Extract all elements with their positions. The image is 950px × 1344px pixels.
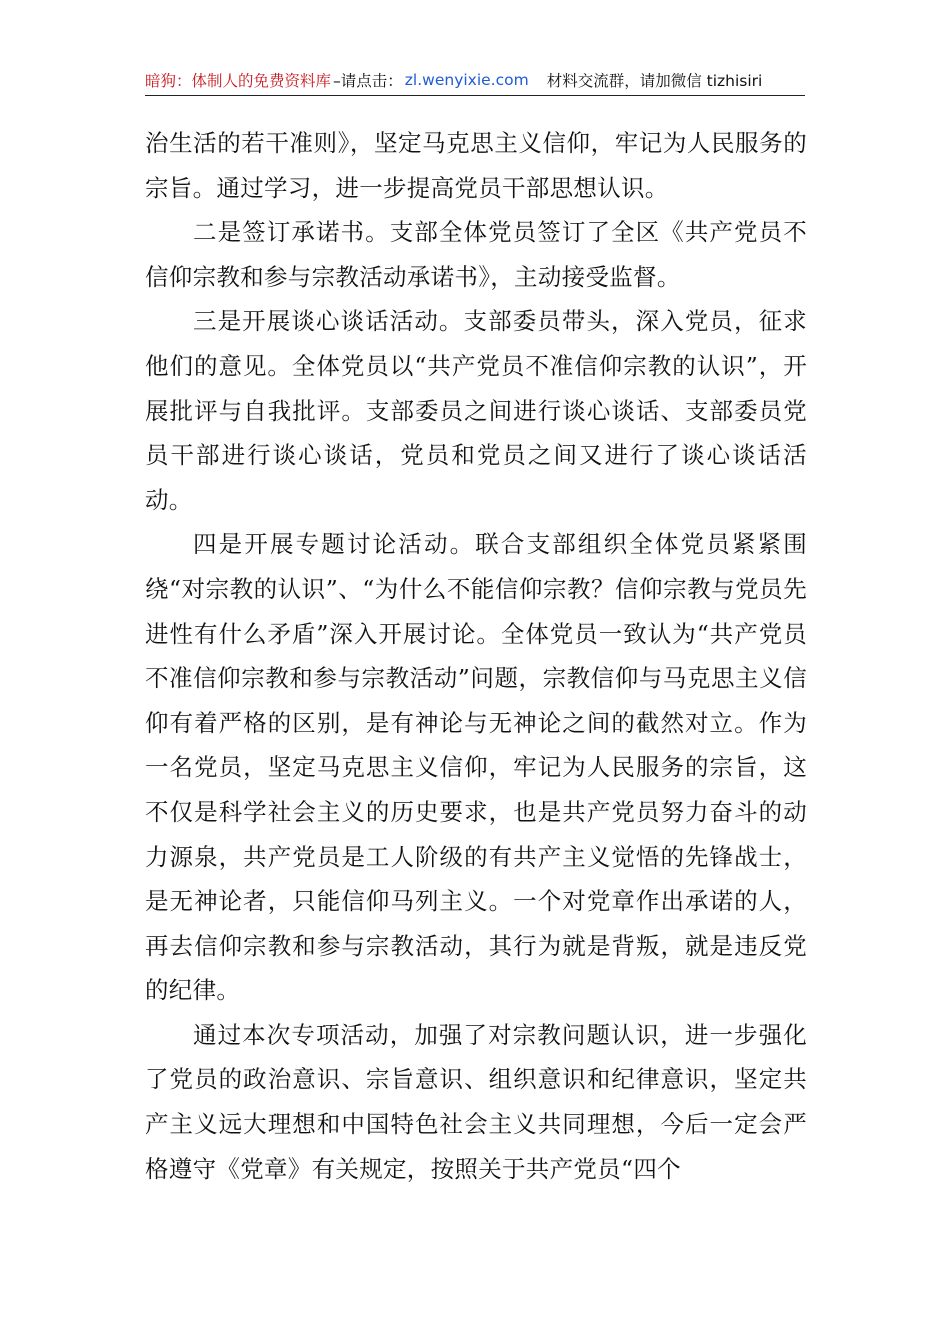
paragraph-5: 通过本次专项活动，加强了对宗教问题认识，进一步强化了党员的政治意识、宗旨意识、组织意识和纪律意识，坚定共产主义远大理想和中国特色社会主义共同理想，今后一定会严格遵守《党章》有关规定，按照关于共产党员“四个 [145,1020,807,1183]
header-group-info: 材料交流群，请加微信 tizhisiri [546,72,763,90]
paragraph-4: 四是开展专题讨论活动。联合支部组织全体党员紧紧围绕“对宗教的认识”、“为什么不能信仰宗教？信仰宗教与党员先进性有什么矛盾”深入开展讨论。全体党员一致认为“共产党员不准信仰宗教和参与宗教活动”问题，宗教信仰与马克思主义信仰有着严格的区别，是有神论与无神论之间的截然对立。作为一名党员，坚定马克思主义信仰，牢记为人民服务的宗旨，这不仅是科学社会主义的历史要求，也是共产党员努力奋斗的动力源泉，共产党员是工人阶级的有共产主义觉悟的先锋战士，是无神论者，只能信仰马列主义。一个对党章作出承诺的人，再去信仰宗教和参与宗教活动，其行为就是背叛，就是违反党的纪律。 [145,530,807,1005]
paragraph-1: 治生活的若干准则》，坚定马克思主义信仰，牢记为人民服务的宗旨。通过学习，进一步提高党员干部思想认识。 [145,129,807,202]
header-cta: –请点击： [333,72,403,90]
paragraph-2: 二是签订承诺书。支部全体党员签订了全区《共产党员不信仰宗教和参与宗教活动承诺书》，主动接受监督。 [145,218,807,291]
header-brand: 暗狗：体制人的免费资料库 [145,72,332,90]
header-divider [145,95,805,96]
page-header [145,66,805,94]
paragraph-3: 三是开展谈心谈话活动。支部委员带头，深入党员，征求他们的意见。全体党员以“共产党员不准信仰宗教的认识”，开展批评与自我批评。支部委员之间进行谈心谈话、支部委员党员干部进行谈心谈话，党员和党员之间又进行了谈心谈话活动。 [145,307,807,514]
header-link[interactable]: zl.wenyixie.com [404,71,529,89]
document-body [145,121,807,1191]
